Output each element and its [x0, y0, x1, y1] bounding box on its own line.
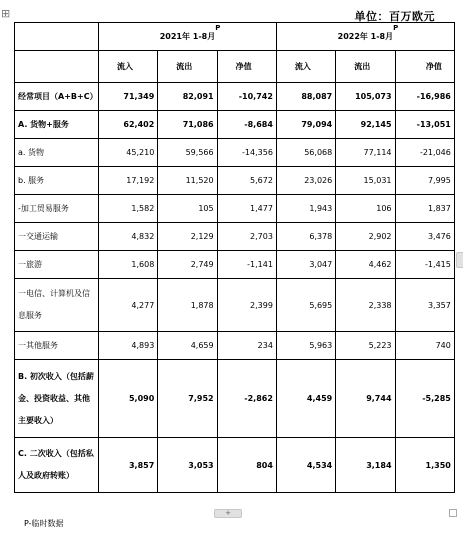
cell-value: 11,520 [158, 167, 217, 195]
cell-value: -2,862 [217, 360, 276, 438]
cell-value: 106 [336, 195, 395, 223]
table-row [15, 251, 455, 279]
cell-value: 6,378 [276, 223, 335, 251]
cell-value: 2,749 [158, 251, 217, 279]
cell-value: -13,051 [395, 111, 454, 139]
cell-value: 1,582 [99, 195, 158, 223]
cell-value: 1,878 [158, 279, 217, 332]
cell-value: 9,744 [336, 360, 395, 438]
row-label: A. 货物+服务 [15, 111, 99, 139]
cell-value: 77,114 [336, 139, 395, 167]
cell-value: 105,073 [336, 83, 395, 111]
table-row [15, 111, 455, 139]
cell-value: -1,141 [217, 251, 276, 279]
row-label: 一电信、计算机及信息服务 [15, 279, 99, 332]
cell-value: 2,338 [336, 279, 395, 332]
table-row [15, 167, 455, 195]
period-2022-label: 2022年 1-8月 [337, 32, 394, 41]
cell-value: 2,703 [217, 223, 276, 251]
table-move-handle-icon[interactable]: ⊞ [1, 7, 11, 20]
col-inflow-2021: 流入 [99, 51, 158, 83]
cell-value: 2,902 [336, 223, 395, 251]
row-label: a. 货物 [15, 139, 99, 167]
cell-value: 3,184 [336, 438, 395, 493]
period-2021-label: 2021年 1-8月 [159, 32, 216, 41]
cell-value: 1,608 [99, 251, 158, 279]
cell-value: -5,285 [395, 360, 454, 438]
col-outflow-2022: 流出 [336, 51, 395, 83]
table-row [15, 360, 455, 438]
table-row [15, 332, 455, 360]
cell-value: 804 [217, 438, 276, 493]
cell-value: 56,068 [276, 139, 335, 167]
cell-value: 3,857 [99, 438, 158, 493]
table-row [15, 438, 455, 493]
row-label: -加工贸易服务 [15, 195, 99, 223]
cell-value: 59,566 [158, 139, 217, 167]
cell-value: 88,087 [276, 83, 335, 111]
balance-of-payments-table [14, 22, 455, 493]
cell-value: -1,415 [395, 251, 454, 279]
cell-value: 7,995 [395, 167, 454, 195]
cell-value: 4,462 [336, 251, 395, 279]
cell-value: 4,277 [99, 279, 158, 332]
table-row [15, 223, 455, 251]
col-net-2021: 净值 [217, 51, 276, 83]
cell-value: -10,742 [217, 83, 276, 111]
footnote: P-临时数据 [24, 519, 64, 528]
horizontal-scroll-handle[interactable]: + [214, 509, 242, 518]
table-row [15, 139, 455, 167]
cell-value: 2,129 [158, 223, 217, 251]
cell-value: 5,223 [336, 332, 395, 360]
row-label: 一交通运输 [15, 223, 99, 251]
cell-value: 23,026 [276, 167, 335, 195]
table-row [15, 195, 455, 223]
prelim-mark-2022: P [393, 24, 399, 32]
prelim-mark-2021: P [215, 24, 221, 32]
cell-value: 62,402 [99, 111, 158, 139]
table-row [15, 279, 455, 332]
period-2022-header [276, 23, 454, 51]
cell-value: 2,399 [217, 279, 276, 332]
header-empty-cell [15, 23, 99, 51]
cell-value: 92,145 [336, 111, 395, 139]
cell-value: 1,477 [217, 195, 276, 223]
cell-value: -21,046 [395, 139, 454, 167]
col-outflow-2021: 流出 [158, 51, 217, 83]
cell-value: 1,350 [395, 438, 454, 493]
cell-value: 3,053 [158, 438, 217, 493]
cell-value: 4,893 [99, 332, 158, 360]
row-label: 经常项目（A+B+C） [15, 83, 99, 111]
row-label: 一其他服务 [15, 332, 99, 360]
cell-value: 71,349 [99, 83, 158, 111]
cell-value: 4,534 [276, 438, 335, 493]
cell-value: -14,356 [217, 139, 276, 167]
cell-value: 3,047 [276, 251, 335, 279]
cell-value: 15,031 [336, 167, 395, 195]
row-label: B. 初次收入（包括薪金、投资收益、其他主要收入） [15, 360, 99, 438]
header-row-columns [15, 51, 455, 83]
cell-value: 17,192 [99, 167, 158, 195]
cell-value: 7,952 [158, 360, 217, 438]
cell-value: 71,086 [158, 111, 217, 139]
cell-value: 105 [158, 195, 217, 223]
cell-value: 45,210 [99, 139, 158, 167]
vertical-scroll-handle[interactable] [456, 252, 463, 268]
cell-value: 740 [395, 332, 454, 360]
table-resize-handle[interactable] [449, 509, 457, 517]
table-row [15, 83, 455, 111]
cell-value: 3,357 [395, 279, 454, 332]
cell-value: 5,672 [217, 167, 276, 195]
cell-value: 1,837 [395, 195, 454, 223]
cell-value: -8,684 [217, 111, 276, 139]
col-inflow-2022: 流入 [276, 51, 335, 83]
header-row-periods [15, 23, 455, 51]
cell-value: 234 [217, 332, 276, 360]
cell-value: 4,832 [99, 223, 158, 251]
cell-value: 1,943 [276, 195, 335, 223]
cell-value: 5,695 [276, 279, 335, 332]
cell-value: 5,090 [99, 360, 158, 438]
unit-label: 单位：百万欧元 [354, 10, 435, 23]
row-label: 一旅游 [15, 251, 99, 279]
cell-value: 3,476 [395, 223, 454, 251]
cell-value: 82,091 [158, 83, 217, 111]
cell-value: 79,094 [276, 111, 335, 139]
cell-value: 4,659 [158, 332, 217, 360]
cell-value: -16,986 [395, 83, 454, 111]
cell-value: 5,963 [276, 332, 335, 360]
cell-value: 4,459 [276, 360, 335, 438]
col-net-2022: 净值 [395, 51, 454, 83]
row-label: b. 服务 [15, 167, 99, 195]
row-label: C. 二次收入（包括私人及政府转账） [15, 438, 99, 493]
header-empty-cell [15, 51, 99, 83]
period-2021-header [99, 23, 277, 51]
